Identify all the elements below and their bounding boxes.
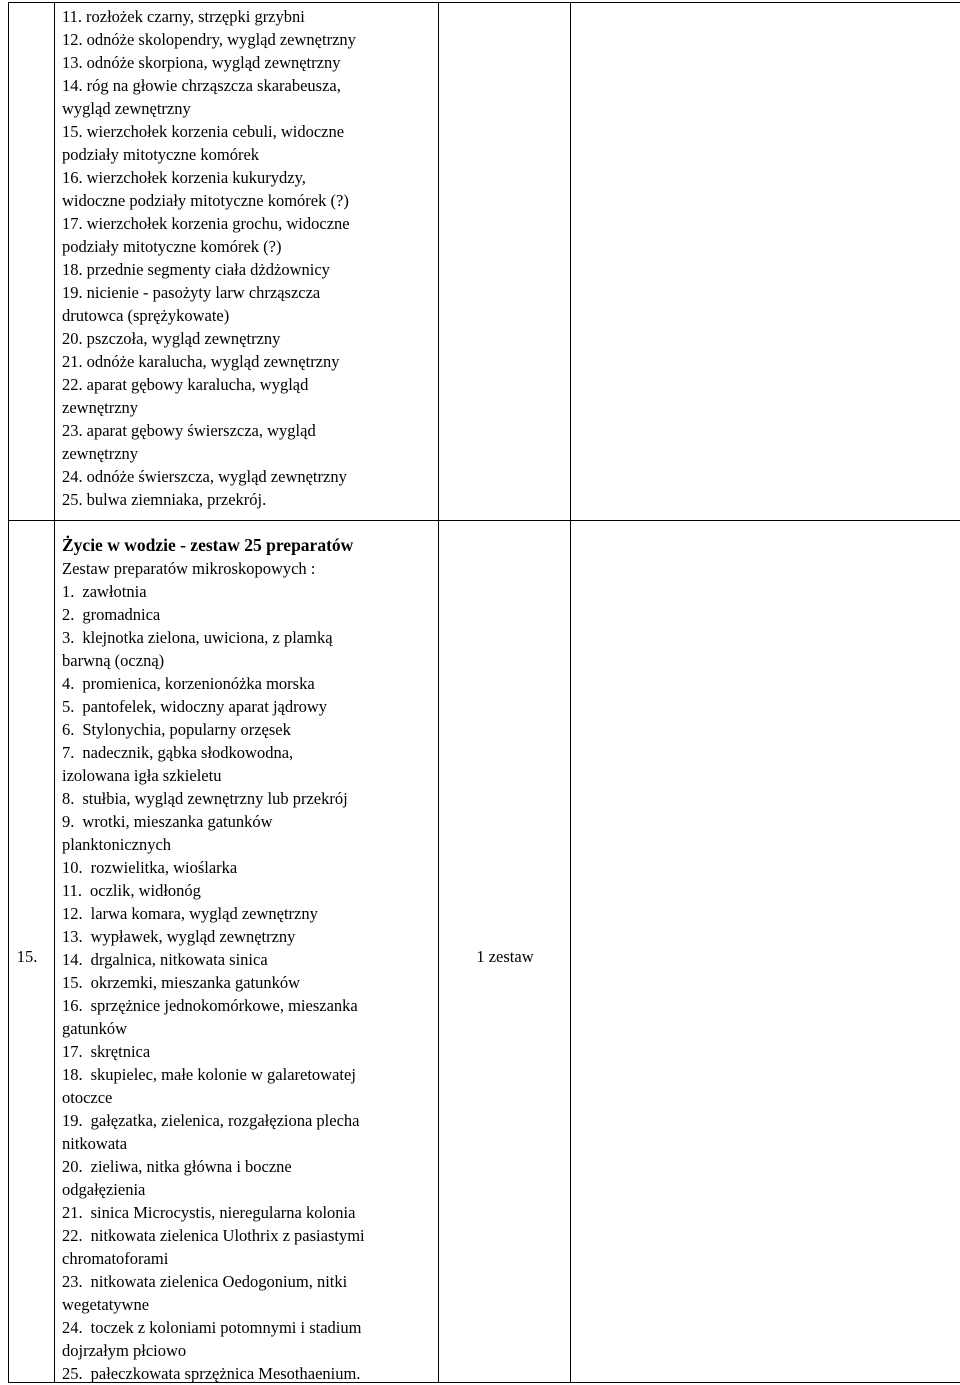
list-item-number: 7. (62, 743, 75, 762)
list-item-text: odnóże karalucha, wygląd zewnętrzny (86, 352, 340, 371)
quantity-cell: 1 zestaw (476, 947, 534, 966)
list-item (62, 1109, 432, 1132)
list-item-text: pantofelek, widoczny aparat jądrowy (82, 697, 328, 716)
list-item-text: odnóże skorpiona, wygląd zewnętrzny (86, 53, 341, 72)
list-item-number: 16. (62, 168, 83, 187)
row-number: 15. (16, 947, 38, 966)
list-item-number: 11. (62, 881, 83, 900)
list-item-number: 24. (62, 1318, 83, 1337)
list-item-text: odnóże świerszcza, wygląd zewnętrzny (86, 467, 347, 486)
list-item-text: gałęzatka, zielenica, rozgałęziona plecha (90, 1111, 360, 1130)
list-item-text: pałeczkowata sprzężnica Mesothaenium. (90, 1364, 361, 1383)
list-item (62, 465, 432, 488)
list-item (62, 1224, 432, 1247)
list-item-number: 1. (62, 582, 75, 601)
list-item-number: 8. (62, 789, 75, 808)
list-item-number: 18. (62, 260, 83, 279)
list-item-continuation: izolowana igła szkieletu (62, 766, 222, 785)
list-item (62, 787, 432, 810)
column-divider-3 (570, 2, 571, 1383)
list-item (62, 879, 432, 902)
list-item-continuation: podziały mitotyczne komórek (62, 145, 260, 164)
list-item-text: nicienie - pasożyty larw chrząszcza (86, 283, 321, 302)
list-item-number: 14. (62, 950, 83, 969)
list-item-continuation: otoczce (62, 1088, 113, 1107)
list-item (62, 1201, 432, 1224)
list-item-text: bulwa ziemniaka, przekrój. (86, 490, 267, 509)
list-item-number: 12. (62, 904, 83, 923)
list-item-number: 24. (62, 467, 83, 486)
list-item (62, 603, 432, 626)
list-item-continuation: barwną (oczną) (62, 651, 165, 670)
list-item-number: 9. (62, 812, 75, 831)
list-item-number: 10. (62, 858, 83, 877)
column-divider-1 (54, 2, 55, 1383)
list-item (62, 419, 432, 442)
list-item-continuation: zewnętrzny (62, 444, 139, 463)
list-item-number: 22. (62, 1226, 83, 1245)
list-item (62, 810, 432, 833)
list-item-text: róg na głowie chrząszcza skarabeusza, (86, 76, 341, 95)
list-item (62, 856, 432, 879)
list-item-number: 14. (62, 76, 83, 95)
list-item (62, 580, 432, 603)
list-item-number: 25. (62, 1364, 83, 1383)
list-item-text: odnóże skolopendry, wygląd zewnętrzny (86, 30, 356, 49)
list-item-continuation: gatunków (62, 1019, 128, 1038)
list-item-number: 11. (62, 7, 83, 26)
list-item-text: sprzężnice jednokomórkowe, mieszanka (90, 996, 358, 1015)
list-item (62, 672, 432, 695)
list-item-continuation: wegetatywne (62, 1295, 150, 1314)
list-item-text: aparat gębowy karalucha, wygląd (86, 375, 309, 394)
list-item-number: 15. (62, 122, 83, 141)
preparation-list (62, 580, 432, 1385)
list-item-text: pszczoła, wygląd zewnętrzny (86, 329, 281, 348)
list-item (62, 212, 432, 235)
list-item-text: Stylonychia, popularny orzęsek (82, 720, 291, 739)
list-item-continuation: podziały mitotyczne komórek (?) (62, 237, 282, 256)
list-item (62, 1155, 432, 1178)
list-item-text: stułbia, wygląd zewnętrzny lub przekrój (82, 789, 348, 808)
list-item-number: 13. (62, 927, 83, 946)
list-item (62, 695, 432, 718)
list-item (62, 74, 432, 97)
list-item-continuation: nitkowata (62, 1134, 128, 1153)
list-item (62, 488, 432, 511)
list-item-text: wierzchołek korzenia cebuli, widoczne (86, 122, 345, 141)
list-item-number: 16. (62, 996, 83, 1015)
list-item-number: 4. (62, 674, 75, 693)
list-item (62, 327, 432, 350)
table-border-left (8, 2, 9, 1383)
list-item (62, 166, 432, 189)
list-item (62, 1063, 432, 1086)
list-item-text: sinica Microcystis, nieregularna kolonia (90, 1203, 356, 1222)
list-item-number: 2. (62, 605, 75, 624)
list-item-number: 5. (62, 697, 75, 716)
list-item (62, 28, 432, 51)
list-item (62, 51, 432, 74)
list-item (62, 741, 432, 764)
list-item (62, 281, 432, 304)
list-item (62, 994, 432, 1017)
list-item-text: rozwielitka, wioślarka (90, 858, 238, 877)
list-item (62, 1362, 432, 1385)
list-item-number: 13. (62, 53, 83, 72)
list-item-number: 19. (62, 283, 83, 302)
list-item-text: promienica, korzenionóżka morska (82, 674, 315, 693)
list-item-number: 17. (62, 1042, 83, 1061)
list-item (62, 948, 432, 971)
list-item (62, 120, 432, 143)
list-item-text: okrzemki, mieszanka gatunków (90, 973, 301, 992)
list-item-text: toczek z koloniami potomnymi i stadium (90, 1318, 362, 1337)
list-item-number: 21. (62, 352, 83, 371)
list-item-text: nitkowata zielenica Oedogonium, nitki (90, 1272, 348, 1291)
list-item-text: larwa komara, wygląd zewnętrzny (90, 904, 318, 923)
list-item (62, 5, 432, 28)
list-item (62, 971, 432, 994)
list-item-number: 12. (62, 30, 83, 49)
list-item-number: 6. (62, 720, 75, 739)
list-item-text: wierzchołek korzenia kukurydzy, (86, 168, 306, 187)
list-item-text: rozłożek czarny, strzępki grzybni (86, 7, 305, 26)
list-item-number: 23. (62, 421, 83, 440)
list-item-continuation: drutowca (sprężykowate) (62, 306, 230, 325)
list-item (62, 373, 432, 396)
table-border-top (8, 2, 960, 3)
row15-description (62, 534, 432, 1385)
list-item (62, 718, 432, 741)
list-item-number: 20. (62, 1157, 83, 1176)
list-item-continuation: dojrzałym płciowo (62, 1341, 187, 1360)
list-item (62, 350, 432, 373)
list-item-text: klejnotka zielona, uwiciona, z plamką (82, 628, 333, 647)
list-item-text: wypławek, wygląd zewnętrzny (90, 927, 296, 946)
list-item-text: wrotki, mieszanka gatunków (82, 812, 273, 831)
list-item-number: 15. (62, 973, 83, 992)
list-item-text: wierzchołek korzenia grochu, widoczne (86, 214, 350, 233)
list-item (62, 1270, 432, 1293)
list-item (62, 925, 432, 948)
list-item-text: nadecznik, gąbka słodkowodna, (82, 743, 294, 762)
list-item (62, 258, 432, 281)
list-item-text: zieliwa, nitka główna i boczne (90, 1157, 292, 1176)
list-item-text: skrętnica (90, 1042, 151, 1061)
list-item-continuation: chromatoforami (62, 1249, 169, 1268)
list-item (62, 626, 432, 649)
list-item-text: oczlik, widłonóg (90, 881, 201, 900)
list-item-continuation: widoczne podziały mitotyczne komórek (?) (62, 191, 349, 210)
list-item-text: zawłotnia (82, 582, 147, 601)
list-item (62, 1040, 432, 1063)
list-item-text: drgalnica, nitkowata sinica (90, 950, 268, 969)
list-item-number: 18. (62, 1065, 83, 1084)
list-item-text: skupielec, małe kolonie w galaretowatej (90, 1065, 356, 1084)
section-title: Życie w wodzie - zestaw 25 preparatów (62, 535, 354, 555)
list-item-text: przednie segmenty ciała dżdżownicy (86, 260, 330, 279)
list-item-continuation: wygląd zewnętrzny (62, 99, 191, 118)
list-item-text: gromadnica (82, 605, 161, 624)
list-item (62, 1316, 432, 1339)
list-item-continuation: odgałęzienia (62, 1180, 146, 1199)
list-item-number: 17. (62, 214, 83, 233)
previous-item-list (62, 5, 432, 511)
list-item-number: 20. (62, 329, 83, 348)
row-divider (8, 520, 960, 521)
list-item-continuation: zewnętrzny (62, 398, 139, 417)
list-item-number: 19. (62, 1111, 83, 1130)
section-subtitle: Zestaw preparatów mikroskopowych : (62, 559, 316, 578)
list-item-number: 21. (62, 1203, 83, 1222)
list-item-continuation: planktonicznych (62, 835, 172, 854)
list-item-number: 23. (62, 1272, 83, 1291)
list-item-text: aparat gębowy świerszcza, wygląd (86, 421, 316, 440)
list-item-text: nitkowata zielenica Ulothrix z pasiastymi (90, 1226, 365, 1245)
list-item-number: 3. (62, 628, 75, 647)
list-item-number: 22. (62, 375, 83, 394)
list-item-number: 25. (62, 490, 83, 509)
list-item (62, 902, 432, 925)
column-divider-2 (438, 2, 439, 1383)
